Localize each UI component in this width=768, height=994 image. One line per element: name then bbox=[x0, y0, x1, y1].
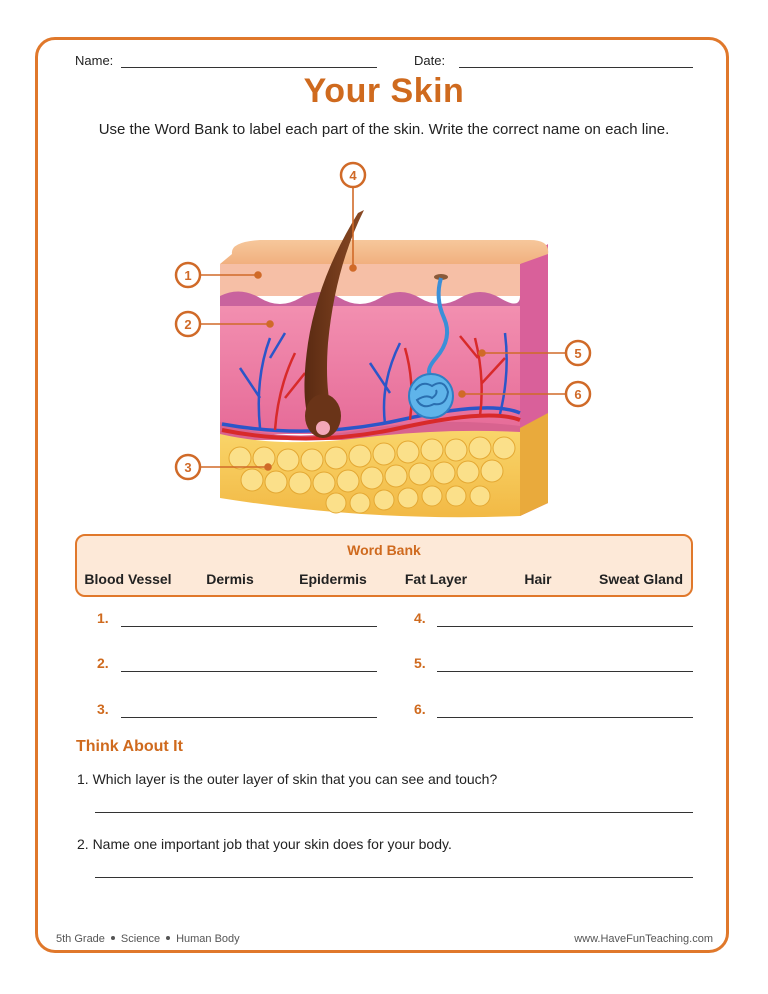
callout-number: 6 bbox=[574, 387, 582, 402]
skin-diagram bbox=[160, 158, 610, 523]
hair-bulb bbox=[316, 421, 330, 435]
callout-2 bbox=[176, 312, 200, 336]
skin-surface bbox=[220, 240, 548, 264]
callout-1 bbox=[176, 263, 200, 287]
word-bank-word: Dermis bbox=[206, 571, 254, 587]
callout-number: 4 bbox=[349, 168, 357, 183]
word-bank-word: Sweat Gland bbox=[598, 571, 684, 587]
name-line[interactable] bbox=[121, 67, 377, 68]
answer-number: 6. bbox=[414, 701, 426, 717]
answer-line-3[interactable] bbox=[121, 717, 377, 718]
footer-site[interactable]: www.HaveFunTeaching.com bbox=[574, 933, 713, 945]
question-2-line[interactable] bbox=[95, 877, 693, 878]
callout-number: 2 bbox=[184, 317, 192, 332]
page-title: Your Skin bbox=[303, 72, 465, 110]
block-side-fat bbox=[520, 413, 548, 516]
question-1: 1. Which layer is the outer layer of skin that you can see and touch? bbox=[77, 771, 498, 787]
answer-line-6[interactable] bbox=[437, 717, 693, 718]
answer-line-2[interactable] bbox=[121, 671, 377, 672]
word-bank-word: Epidermis bbox=[299, 571, 367, 587]
callout-number: 3 bbox=[184, 460, 192, 475]
answer-number: 4. bbox=[414, 610, 426, 626]
word-bank-title: Word Bank bbox=[347, 542, 421, 558]
instructions: Use the Word Bank to label each part of the skin. Write the correct name on each line. bbox=[98, 121, 670, 138]
footer-tags bbox=[56, 933, 240, 945]
callout-number: 1 bbox=[184, 268, 192, 283]
think-heading: Think About It bbox=[76, 738, 183, 755]
question-2: 2. Name one important job that your skin does for your body. bbox=[77, 836, 452, 852]
callout-number: 5 bbox=[574, 346, 582, 361]
bullet-icon bbox=[166, 936, 170, 940]
footer-grade: 5th Grade bbox=[56, 933, 105, 945]
footer-topic: Human Body bbox=[176, 933, 240, 945]
bullet-icon bbox=[111, 936, 115, 940]
callout-4 bbox=[341, 163, 365, 187]
word-bank-word: Hair bbox=[524, 571, 552, 587]
date-line[interactable] bbox=[459, 67, 693, 68]
answer-line-4[interactable] bbox=[437, 626, 693, 627]
answer-number: 2. bbox=[97, 655, 109, 671]
word-bank bbox=[75, 534, 693, 597]
footer-subject: Science bbox=[120, 933, 161, 945]
callout-5 bbox=[566, 341, 590, 365]
answer-number: 1. bbox=[97, 610, 109, 626]
answer-line-5[interactable] bbox=[437, 671, 693, 672]
epidermis-layer bbox=[220, 264, 520, 296]
answer-number: 5. bbox=[414, 655, 426, 671]
name-label: Name: bbox=[75, 53, 114, 68]
answer-line-1[interactable] bbox=[121, 626, 377, 627]
word-bank-word: Fat Layer bbox=[404, 571, 468, 587]
callout-6 bbox=[566, 382, 590, 406]
question-1-line[interactable] bbox=[95, 812, 693, 813]
answer-number: 3. bbox=[97, 701, 109, 717]
date-label: Date: bbox=[414, 53, 446, 68]
callout-3 bbox=[176, 455, 200, 479]
word-bank-word: Blood Vessel bbox=[84, 571, 172, 587]
